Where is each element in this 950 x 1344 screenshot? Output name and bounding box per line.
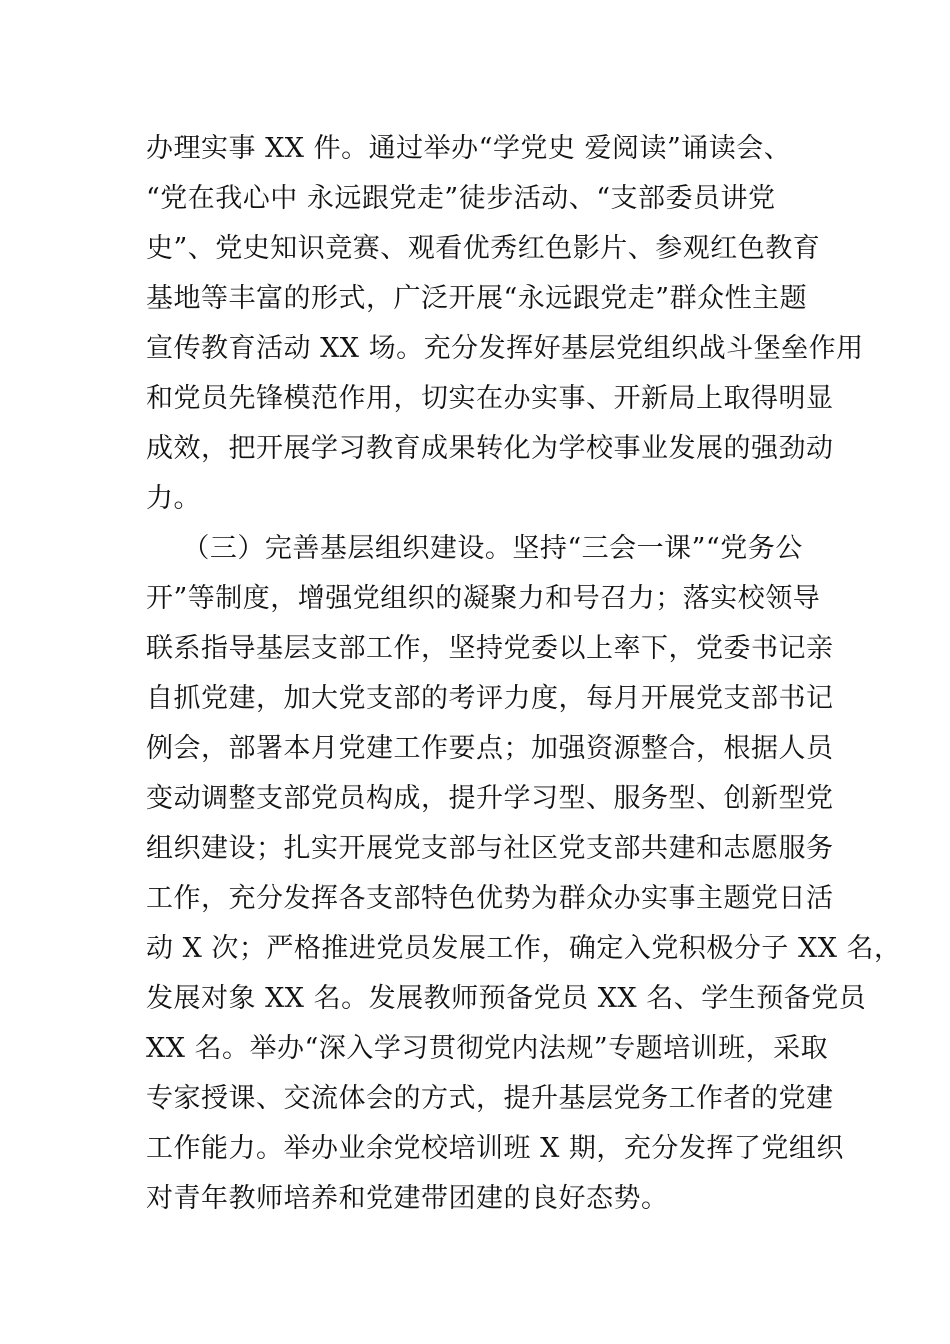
text-line: 基地等丰富的形式，广泛开展“永远跟党走”群众性主题	[146, 283, 808, 314]
text-line: 宣传教育活动 XX 场。充分发挥好基层党组织战斗堡垒作用	[146, 333, 864, 364]
text-line: XX 名。举办“深入学习贯彻党内法规”专题培训班，采取	[146, 1033, 829, 1064]
text-line: 变动调整支部党员构成，提升学习型、服务型、创新型党	[146, 783, 834, 814]
text-line: （三）完善基层组织建设。坚持“三会一课”“党务公	[146, 533, 803, 564]
document-body	[146, 124, 902, 1224]
text-line: 开”等制度，增强党组织的凝聚力和号召力；落实校领导	[146, 583, 821, 614]
text-line: 动 X 次；严格推进党员发展工作，确定入党积极分子 XX 名，	[146, 933, 902, 964]
text-line: 例会，部署本月党建工作要点；加强资源整合，根据人员	[146, 733, 834, 764]
text-line: 力。	[146, 483, 201, 514]
text-line: 史”、党史知识竞赛、观看优秀红色影片、参观红色教育	[146, 233, 821, 264]
text-line: 办理实事 XX 件。通过举办“学党史 爱阅读”诵读会、	[146, 133, 792, 164]
text-line: 对青年教师培养和党建带团建的良好态势。	[146, 1183, 669, 1214]
text-line: “党在我心中 永远跟党走”徒步活动、“支部委员讲党	[146, 183, 776, 214]
paragraph-continued	[146, 124, 864, 524]
text-line: 专家授课、交流体会的方式，提升基层党务工作者的党建	[146, 1083, 834, 1114]
text-line: 和党员先锋模范作用，切实在办实事、开新局上取得明显	[146, 383, 834, 414]
text-line: 自抓党建，加大党支部的考评力度，每月开展党支部书记	[146, 683, 834, 714]
text-line: 发展对象 XX 名。发展教师预备党员 XX 名、学生预备党员	[146, 983, 867, 1014]
paragraph-three	[146, 524, 902, 1224]
text-line: 组织建设；扎实开展党支部与社区党支部共建和志愿服务	[146, 833, 834, 864]
text-line: 成效，把开展学习教育成果转化为学校事业发展的强劲动	[146, 433, 834, 464]
text-line: 工作，充分发挥各支部特色优势为群众办实事主题党日活	[146, 883, 834, 914]
text-line: 工作能力。举办业余党校培训班 X 期，充分发挥了党组织	[146, 1133, 844, 1164]
text-line: 联系指导基层支部工作，坚持党委以上率下，党委书记亲	[146, 633, 834, 664]
